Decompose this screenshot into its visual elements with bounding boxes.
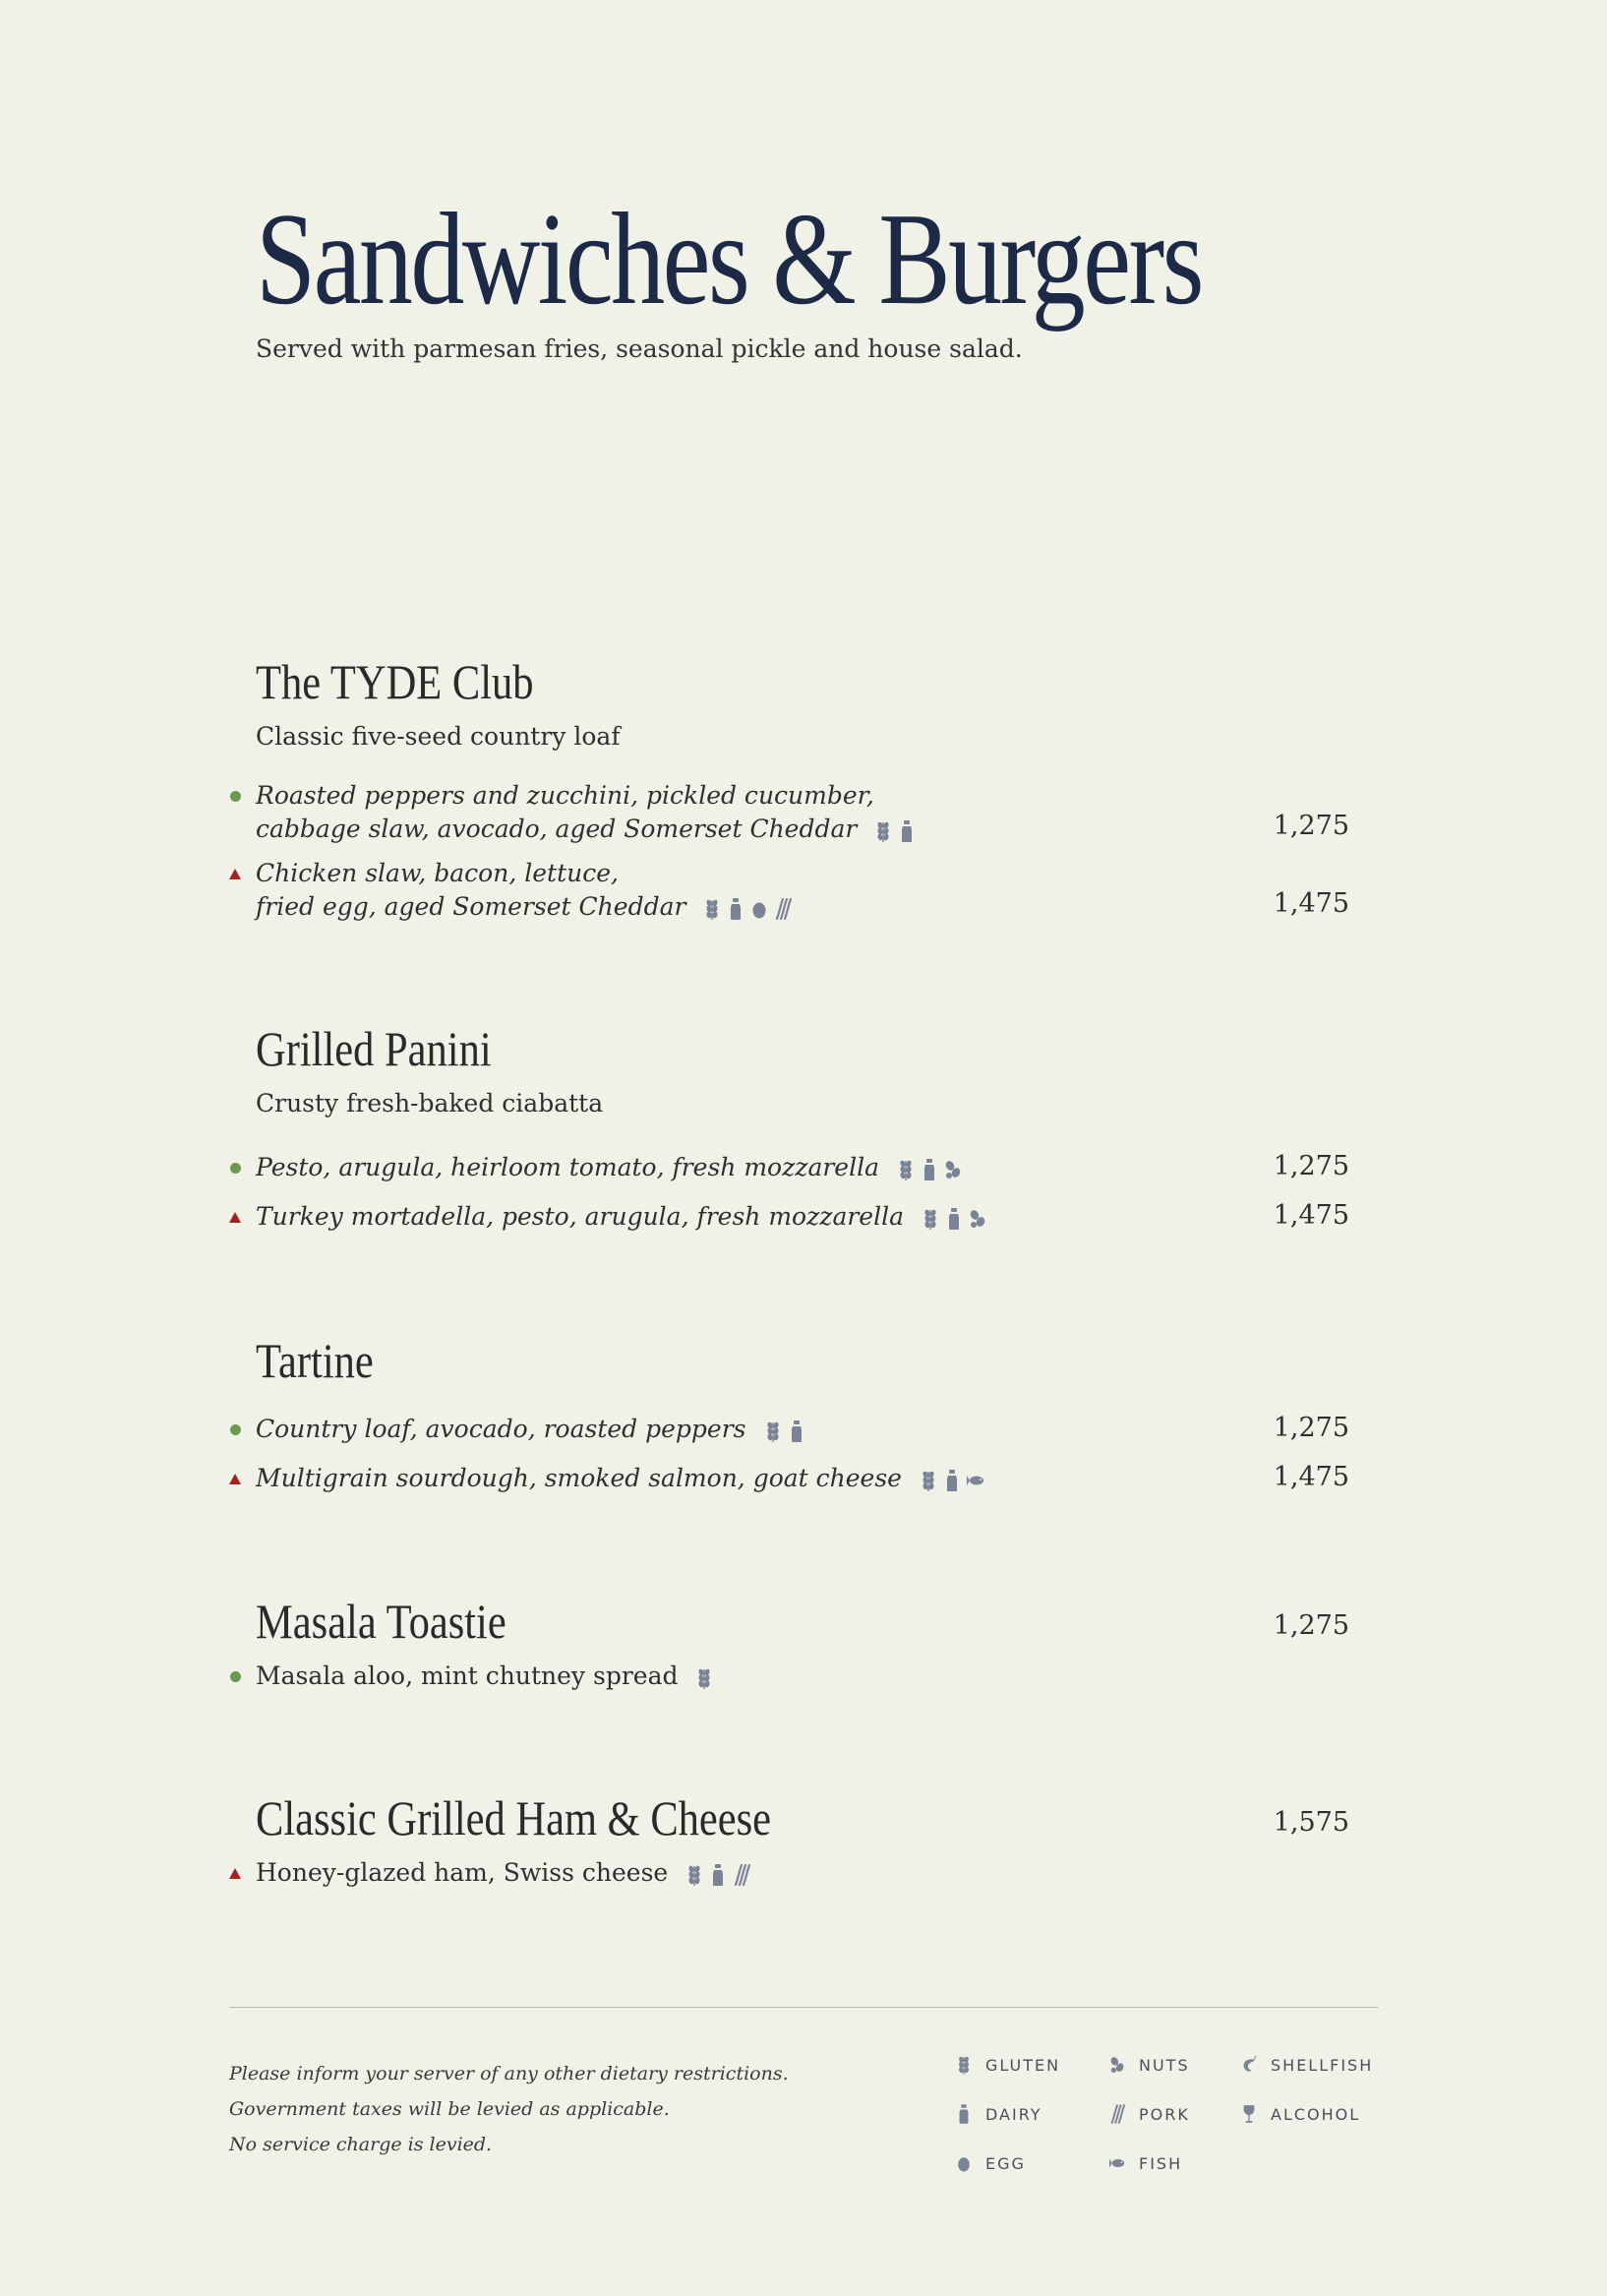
legend-egg: EGG	[956, 2152, 1026, 2174]
dairy-icon	[956, 2103, 972, 2125]
section-title: Masala Toastie	[256, 1594, 506, 1649]
item-description: Roasted peppers and zucchini, pickled cucumber, cabbage slaw, avocado, aged Somerset Cheddar	[256, 779, 916, 846]
page-title: Sandwiches & Burgers	[256, 186, 1202, 332]
allergen-icons	[897, 1158, 962, 1181]
egg-icon	[750, 897, 768, 921]
gluten-icon	[685, 1863, 703, 1887]
legend-fish: FISH	[1109, 2152, 1182, 2174]
shellfish-icon	[1241, 2054, 1257, 2076]
non-veg-marker-icon	[229, 869, 241, 879]
gluten-icon	[920, 1469, 937, 1492]
gluten-icon	[956, 2054, 972, 2076]
nuts-icon	[969, 1207, 986, 1231]
item-description: Pesto, arugula, heirloom tomato, fresh mozzarella	[256, 1151, 962, 1184]
allergen-icons	[764, 1420, 805, 1443]
legend-shellfish: SHELLFISH	[1241, 2054, 1373, 2076]
section-price: 1,275	[1273, 1610, 1349, 1641]
section-title: Tartine	[256, 1333, 374, 1388]
item-description: Chicken slaw, bacon, lettuce, fried egg, aged Somerset Cheddar	[256, 857, 792, 924]
pork-icon	[1109, 2103, 1125, 2125]
allergen-icons	[685, 1863, 750, 1887]
gluten-icon	[897, 1158, 915, 1181]
item-description: Turkey mortadella, pesto, arugula, fresh mozzarella	[256, 1200, 986, 1234]
gluten-icon	[764, 1420, 782, 1443]
page-subtitle: Served with parmesan fries, seasonal pickle and house salad.	[256, 334, 1023, 363]
item-description: Masala aloo, mint chutney spread	[256, 1660, 713, 1693]
footer-notes	[229, 2056, 789, 2162]
legend-dairy: DAIRY	[956, 2103, 1042, 2125]
dairy-icon	[709, 1863, 727, 1887]
item-price: 1,475	[1273, 1462, 1349, 1492]
item-price: 1,275	[1273, 1413, 1349, 1443]
gluten-icon	[874, 819, 892, 843]
item-price: 1,275	[1273, 811, 1349, 841]
allergen-icons	[703, 897, 792, 921]
item-description: Honey-glazed ham, Swiss cheese	[256, 1856, 750, 1890]
veg-marker-icon	[230, 1671, 241, 1682]
item-description: Multigrain sourdough, smoked salmon, goat cheese	[256, 1462, 984, 1495]
non-veg-marker-icon	[229, 1474, 241, 1484]
legend-alcohol: ALCOHOL	[1241, 2103, 1360, 2125]
footer-divider	[229, 2007, 1378, 2008]
dairy-icon	[921, 1158, 938, 1181]
item-price: 1,475	[1273, 888, 1349, 919]
allergen-legend	[956, 2054, 1389, 2202]
egg-icon	[956, 2152, 972, 2174]
allergen-icons	[695, 1666, 713, 1690]
item-price: 1,275	[1273, 1151, 1349, 1181]
section-subtitle: Classic five-seed country loaf	[256, 722, 621, 751]
fish-icon	[967, 1469, 984, 1492]
dairy-icon	[898, 819, 916, 843]
pork-icon	[733, 1863, 750, 1887]
item-description: Country loaf, avocado, roasted peppers	[256, 1413, 805, 1446]
non-veg-marker-icon	[229, 1212, 241, 1223]
dairy-icon	[945, 1207, 963, 1231]
gluten-icon	[922, 1207, 939, 1231]
section-price: 1,575	[1273, 1807, 1349, 1838]
allergen-icons	[922, 1207, 986, 1231]
section-subtitle: Crusty fresh-baked ciabatta	[256, 1089, 604, 1118]
dairy-icon	[943, 1469, 961, 1492]
veg-marker-icon	[230, 1163, 241, 1174]
section-title: Grilled Panini	[256, 1021, 492, 1076]
legend-pork: PORK	[1109, 2103, 1190, 2125]
legend-gluten: GLUTEN	[956, 2054, 1060, 2076]
item-price: 1,475	[1273, 1200, 1349, 1231]
footer-note: Please inform your server of any other dietary restrictions.	[229, 2063, 789, 2085]
allergen-icons	[920, 1469, 984, 1492]
gluten-icon	[703, 897, 721, 921]
alcohol-icon	[1241, 2103, 1257, 2125]
veg-marker-icon	[230, 791, 241, 802]
nuts-icon	[944, 1158, 962, 1181]
gluten-icon	[695, 1666, 713, 1690]
nuts-icon	[1109, 2054, 1125, 2076]
dairy-icon	[727, 897, 744, 921]
legend-nuts: NUTS	[1109, 2054, 1190, 2076]
section-title: The TYDE Club	[256, 654, 534, 709]
fish-icon	[1109, 2152, 1125, 2174]
footer-note: Government taxes will be levied as applicable.	[229, 2098, 670, 2120]
pork-icon	[774, 897, 792, 921]
section-title: Classic Grilled Ham & Cheese	[256, 1790, 772, 1845]
footer-note: No service charge is levied.	[229, 2134, 493, 2155]
veg-marker-icon	[230, 1424, 241, 1435]
non-veg-marker-icon	[229, 1868, 241, 1879]
allergen-icons	[874, 819, 916, 843]
dairy-icon	[788, 1420, 805, 1443]
